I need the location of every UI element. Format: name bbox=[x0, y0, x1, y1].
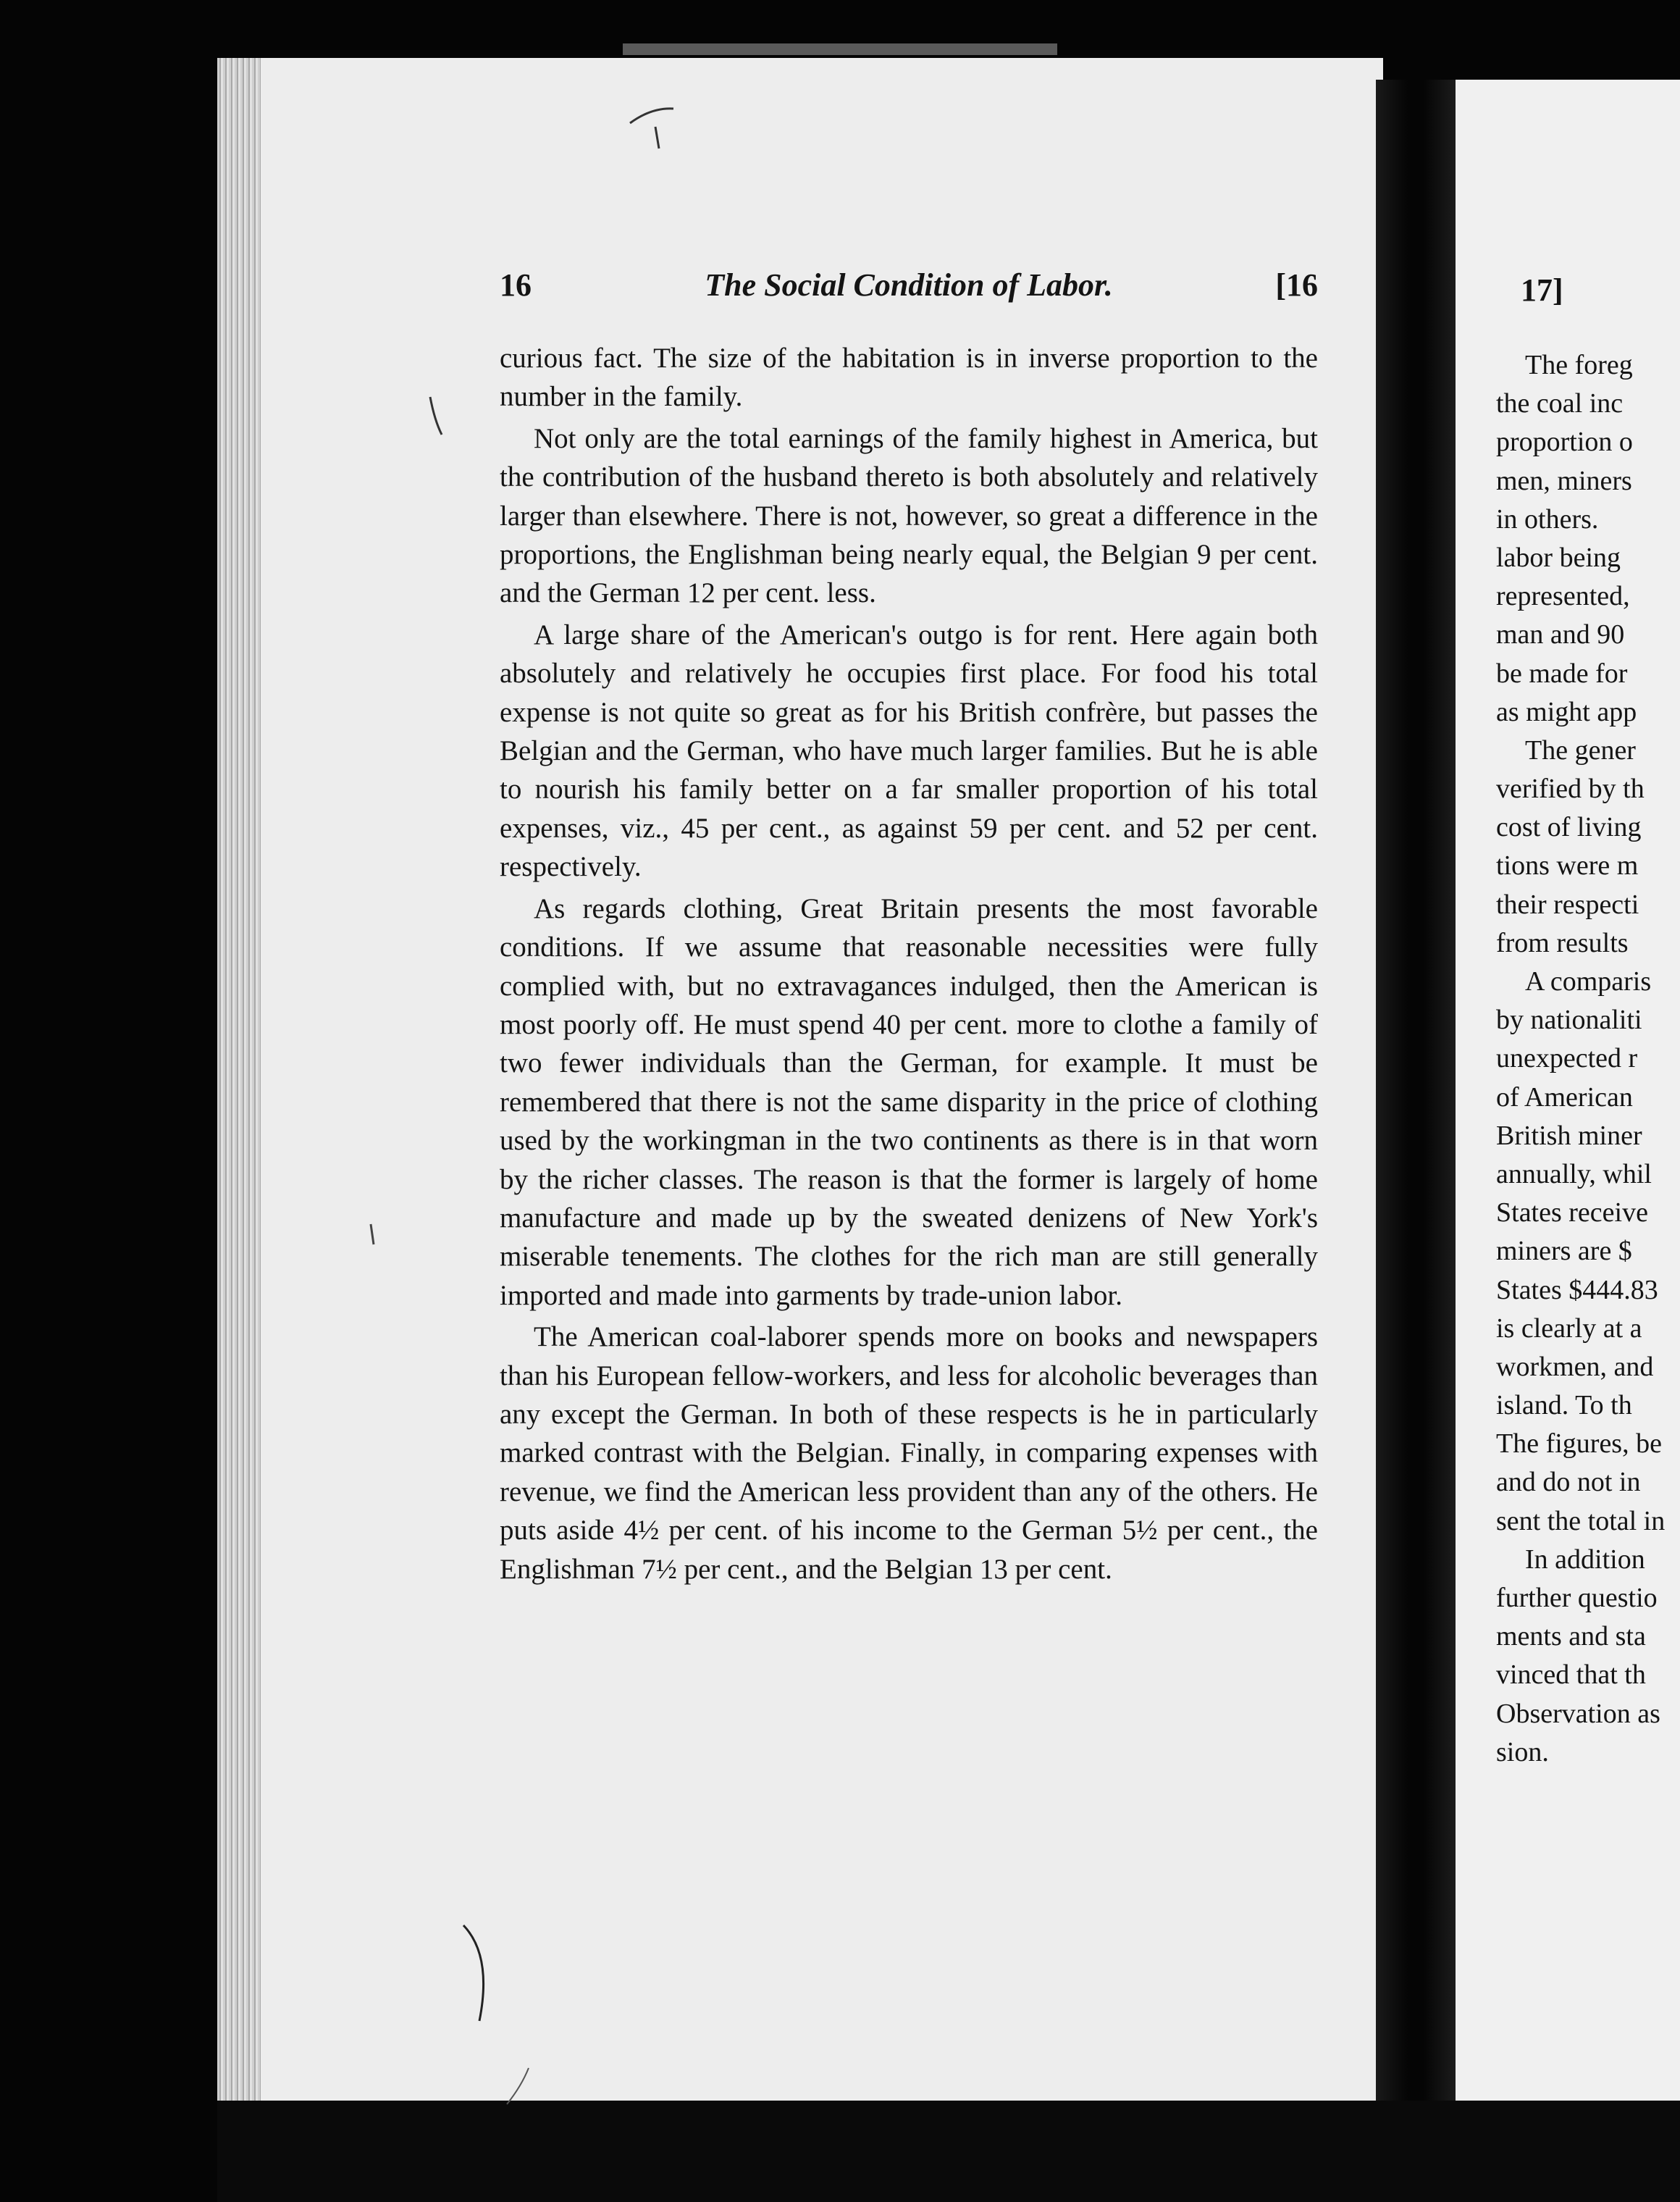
page-number: 16 bbox=[500, 267, 532, 303]
text-line: In addition bbox=[1525, 1544, 1645, 1575]
text-line: their respecti bbox=[1496, 889, 1639, 920]
page-header bbox=[500, 267, 1318, 310]
text-line: vinced that th bbox=[1496, 1659, 1646, 1691]
text-line: The gener bbox=[1525, 734, 1636, 766]
text-line: unexpected r bbox=[1496, 1043, 1638, 1074]
text-line: be made for bbox=[1496, 658, 1628, 689]
bottom-band bbox=[217, 2101, 1680, 2202]
text-line: as might app bbox=[1496, 696, 1637, 727]
text-line: man and 90 bbox=[1496, 619, 1625, 650]
text-line: cost of living bbox=[1496, 812, 1642, 843]
text-line: States receive bbox=[1496, 1197, 1648, 1228]
text-line: sent the total in bbox=[1496, 1505, 1666, 1536]
text-line: in others. bbox=[1496, 503, 1599, 535]
paragraph: A large share of the American's outgo is for rent. Here again both absolutely and relatively he occupies first place. For food his total expense is not quite so great as for his British confrère, but passes the Belgian and the German, who have much larger families. But he is able to nourish his family better on a far smaller proportion of his total expenses, viz., 45 per cent., as against 59 per cent. and 52 per cent. respectively. bbox=[500, 619, 1318, 883]
paragraph: Not only are the total earnings of the family highest in America, but the contribution of the husband thereto is both absolutely and relatively larger than elsewhere. There is not, however, so great a difference in the proportions, the Englishman being nearly equal, the Belgian 9 per cent. and the German 12 per cent. less. bbox=[500, 422, 1318, 609]
top-shadow bbox=[623, 43, 1057, 55]
page-edges bbox=[217, 58, 261, 2108]
text-line: A comparis bbox=[1525, 966, 1652, 997]
text-line: men, miners bbox=[1496, 465, 1632, 496]
right-page-lines bbox=[1496, 346, 1680, 1772]
text-line: proportion o bbox=[1496, 427, 1633, 458]
text-line: of American bbox=[1496, 1081, 1633, 1113]
text-line: further questio bbox=[1496, 1583, 1658, 1613]
paragraph: The American coal-laborer spends more on books and newspapers than his European fellow-workers, and less for alcoholic beverages than any except the German. In both of these respects is he in particularly marked contrast with the Belgian. Finally, in comparing expenses with revenue, we find the American less provident than any of the others. He puts aside 4½ per cent. of his income to the German 5½ per cent., the Englishman 7½ per cent., and the Belgian 13 per cent. bbox=[500, 1321, 1318, 1585]
text-line: annually, whil bbox=[1496, 1158, 1652, 1189]
text-line: ments and sta bbox=[1496, 1621, 1646, 1652]
text-line: by nationaliti bbox=[1496, 1005, 1642, 1036]
paragraph: As regards clothing, Great Britain presents the most favorable conditions. If we assume that reasonable necessities were fully complied with, but no extravagances indulged, then the American is most poorly off. He must spend 40 per cent. more to clothe a family of two fewer individuals than the German, for example. It must be remembered that there is not the same disparity in the price of clothing used by the workingman in the two continents as there is in that worn by the richer classes. The reason is that the former is largely of home manufacture and made up by the sweated denizens of New York's miserable tenements. The clothes for the rich man are still generally imported and made into garments by trade-union labor. bbox=[500, 892, 1318, 1311]
paragraph: curious fact. The size of the habitation is in inverse proportion to the number in the family. bbox=[500, 343, 1318, 413]
text-line: States $444.83 bbox=[1496, 1274, 1658, 1305]
right-page-number: 17] bbox=[1521, 272, 1563, 308]
text-line: from results bbox=[1496, 927, 1629, 958]
book-gutter bbox=[1376, 80, 1456, 2101]
text-line: is clearly at a bbox=[1496, 1313, 1642, 1344]
text-line: The foreg bbox=[1525, 350, 1633, 380]
text-line: and do not in bbox=[1496, 1467, 1641, 1498]
text-line: island. To th bbox=[1496, 1390, 1632, 1421]
text-line: labor being bbox=[1496, 542, 1621, 573]
bracket-page-number: [16 bbox=[1275, 267, 1318, 303]
text-line: sion. bbox=[1496, 1736, 1549, 1767]
text-line: miners are $ bbox=[1496, 1236, 1632, 1267]
text-line: British miner bbox=[1496, 1120, 1642, 1151]
text-line: workmen, and bbox=[1496, 1351, 1654, 1382]
text-line: verified by th bbox=[1496, 774, 1645, 805]
text-line: the coal inc bbox=[1496, 388, 1624, 419]
left-page-body bbox=[500, 339, 1318, 1591]
text-line: represented, bbox=[1496, 581, 1630, 612]
running-head: The Social Condition of Labor. bbox=[705, 267, 1113, 303]
text-line: Observation as bbox=[1496, 1698, 1660, 1729]
text-line: The figures, be bbox=[1496, 1428, 1662, 1460]
text-line: tions were m bbox=[1496, 850, 1639, 882]
